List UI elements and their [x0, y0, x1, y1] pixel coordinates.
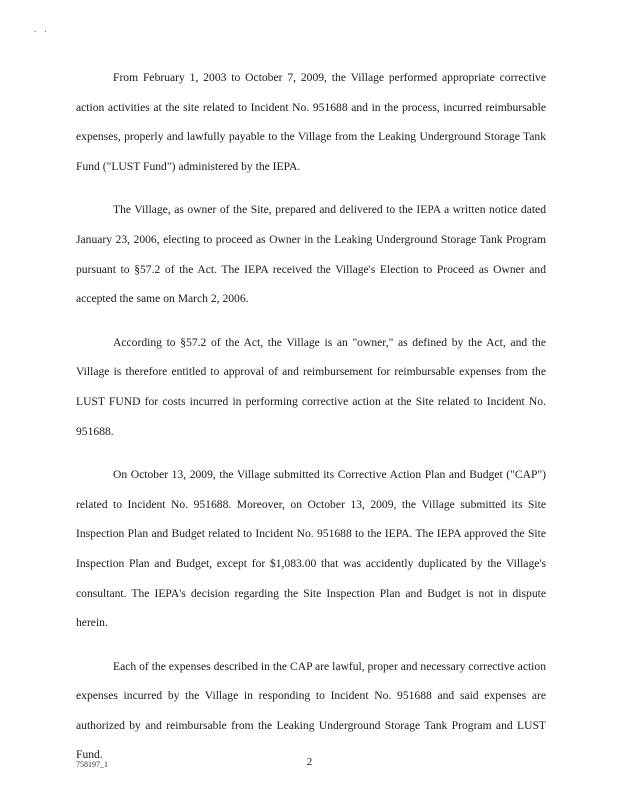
scan-mark: . .	[34, 24, 50, 34]
page-number: 2	[306, 756, 313, 768]
paragraph-2: The Village, as owner of the Site, prepared and delivered to the IEPA a written notice dated January 23, 2006, electing to proceed as Owner in the Leaking Underground Storage Tank Program pursuant to §57.2 of the Act. The IEPA received the Village's Election to Proceed as Owner and accepted the same on March 2, 2006.	[76, 203, 546, 306]
paragraph-4: On October 13, 2009, the Village submitted its Corrective Action Plan and Budget ("CAP") related to Incident No. 951688. Moreover, on October 13, 2009, the Village submitted its Site Inspection Plan and Budget related to Incident No. 951688 to the IEPA. The IEPA approved the Site Inspection Plan and Budget, except for $1,083.00 that was accidently duplicated by the Village's consultant. The IEPA's decision regarding the Site Inspection Plan and Budget is not in dispute herein.	[76, 468, 546, 630]
document-id: 758197_1	[76, 760, 108, 769]
paragraph-1: From February 1, 2003 to October 7, 2009, the Village performed appropriate corrective action activities at the site related to Incident No. 951688 and in the process, incurred reimbursable expenses, properly and lawfully payable to the Village from the Leaking Underground Storage Tank Fund ("LUST Fund") administered by the IEPA.	[76, 71, 546, 173]
paragraph-3: According to §57.2 of the Act, the Village is an "owner," as defined by the Act, and the Village is therefore entitled to approval of and reimbursement for reimbursable expenses from the LUST FUND for costs incurred in performing corrective action at the Site related to Incident No. 951688.	[76, 335, 546, 438]
document-body	[76, 63, 546, 784]
paragraph-5: Each of the expenses described in the CAP are lawful, proper and necessary corrective action expenses incurred by the Village in responding to Incident No. 951688 and said expenses are authorized by and reimbursable from the Leaking Underground Storage Tank Program and LUST Fund.	[76, 659, 546, 762]
